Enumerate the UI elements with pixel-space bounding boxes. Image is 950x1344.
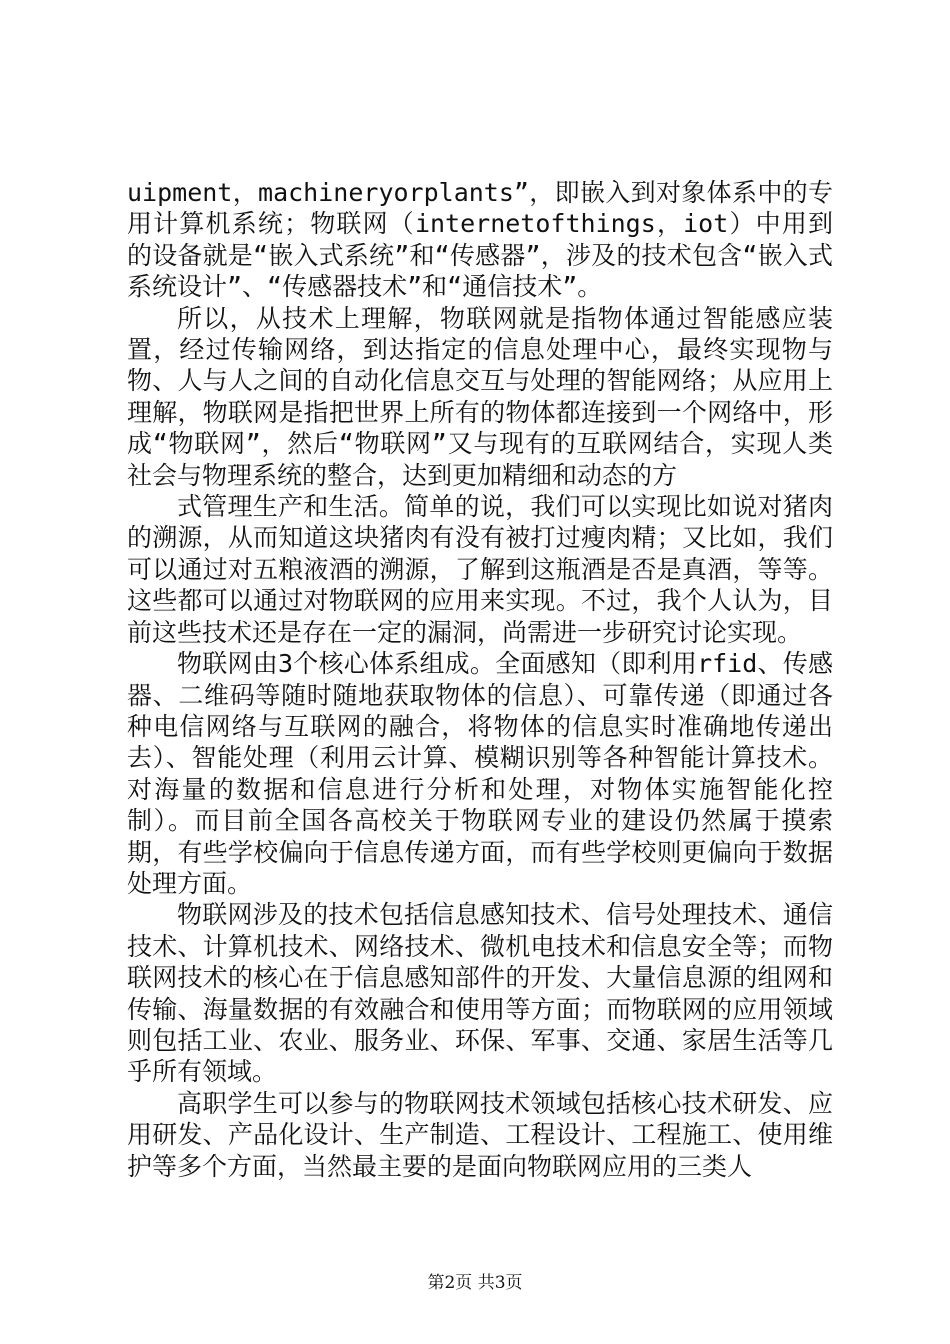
paragraph: 高职学生可以参与的物联网技术领域包括核心技术研发、应用研发、产品化设计、生产制造、工程设计、工程施工、使用维护等多个方面，当然最主要的是面向物联网应用的三类人 (127, 1088, 833, 1181)
paragraph: 物联网由3个核心体系组成。全面感知（即利用rfid、传感器、二维码等随时随地获取物体的信息）、可靠传递（即通过各种电信网络与互联网的融合，将物体的信息实时准确地传递出去）、智能处理（利用云计算、模糊识别等各种智能计算技术。对海量的数据和信息进行分析和处理，对物体实施智能化控制）。而目前全国各高校关于物联网专业的建设仍然属于摸索期，有些学校偏向于信息传递方面，而有些学校则更偏向于数据处理方面。 (127, 649, 833, 898)
paragraph: 物联网涉及的技术包括信息感知技术、信号处理技术、通信技术、计算机技术、网络技术、微机电技术和信息安全等；而物联网技术的核心在于信息感知部件的开发、大量信息源的组网和传输、海量数据的有效融合和使用等方面；而物联网的应用领域则包括工业、农业、服务业、环保、军事、交通、家居生活等几乎所有领域。 (127, 900, 833, 1087)
page-number-footer: 第2页 共3页 (427, 1273, 523, 1293)
paragraph: 所以，从技术上理解，物联网就是指物体通过智能感应装置，经过传输网络，到达指定的信息处理中心，最终实现物与物、人与人之间的自动化信息交互与处理的智能网络；从应用上理解，物联网是指把世界上所有的物体都连接到一个网络中，形成“物联网”，然后“物联网”又与现有的互联网结合，实现人类社会与物理系统的整合，达到更加精细和动态的方 (127, 303, 833, 490)
paragraph: uipment，machineryorplants”，即嵌入到对象体系中的专用计算机系统；物联网（internetofthings，iot）中用到的设备就是“嵌入式系统”和“传感器”，涉及的技术包含“嵌入式系统设计”、“传感器技术”和“通信技术”。 (127, 178, 833, 302)
paragraph: 式管理生产和生活。简单的说，我们可以实现比如说对猪肉的溯源，从而知道这块猪肉有没有被打过瘦肉精；又比如，我们可以通过对五粮液酒的溯源，了解到这瓶酒是否是真酒，等等。这些都可以通过对物联网的应用来实现。不过，我个人认为，目前这些技术还是存在一定的漏洞，尚需进一步研究讨论实现。 (127, 492, 833, 647)
document-body (127, 177, 833, 1182)
